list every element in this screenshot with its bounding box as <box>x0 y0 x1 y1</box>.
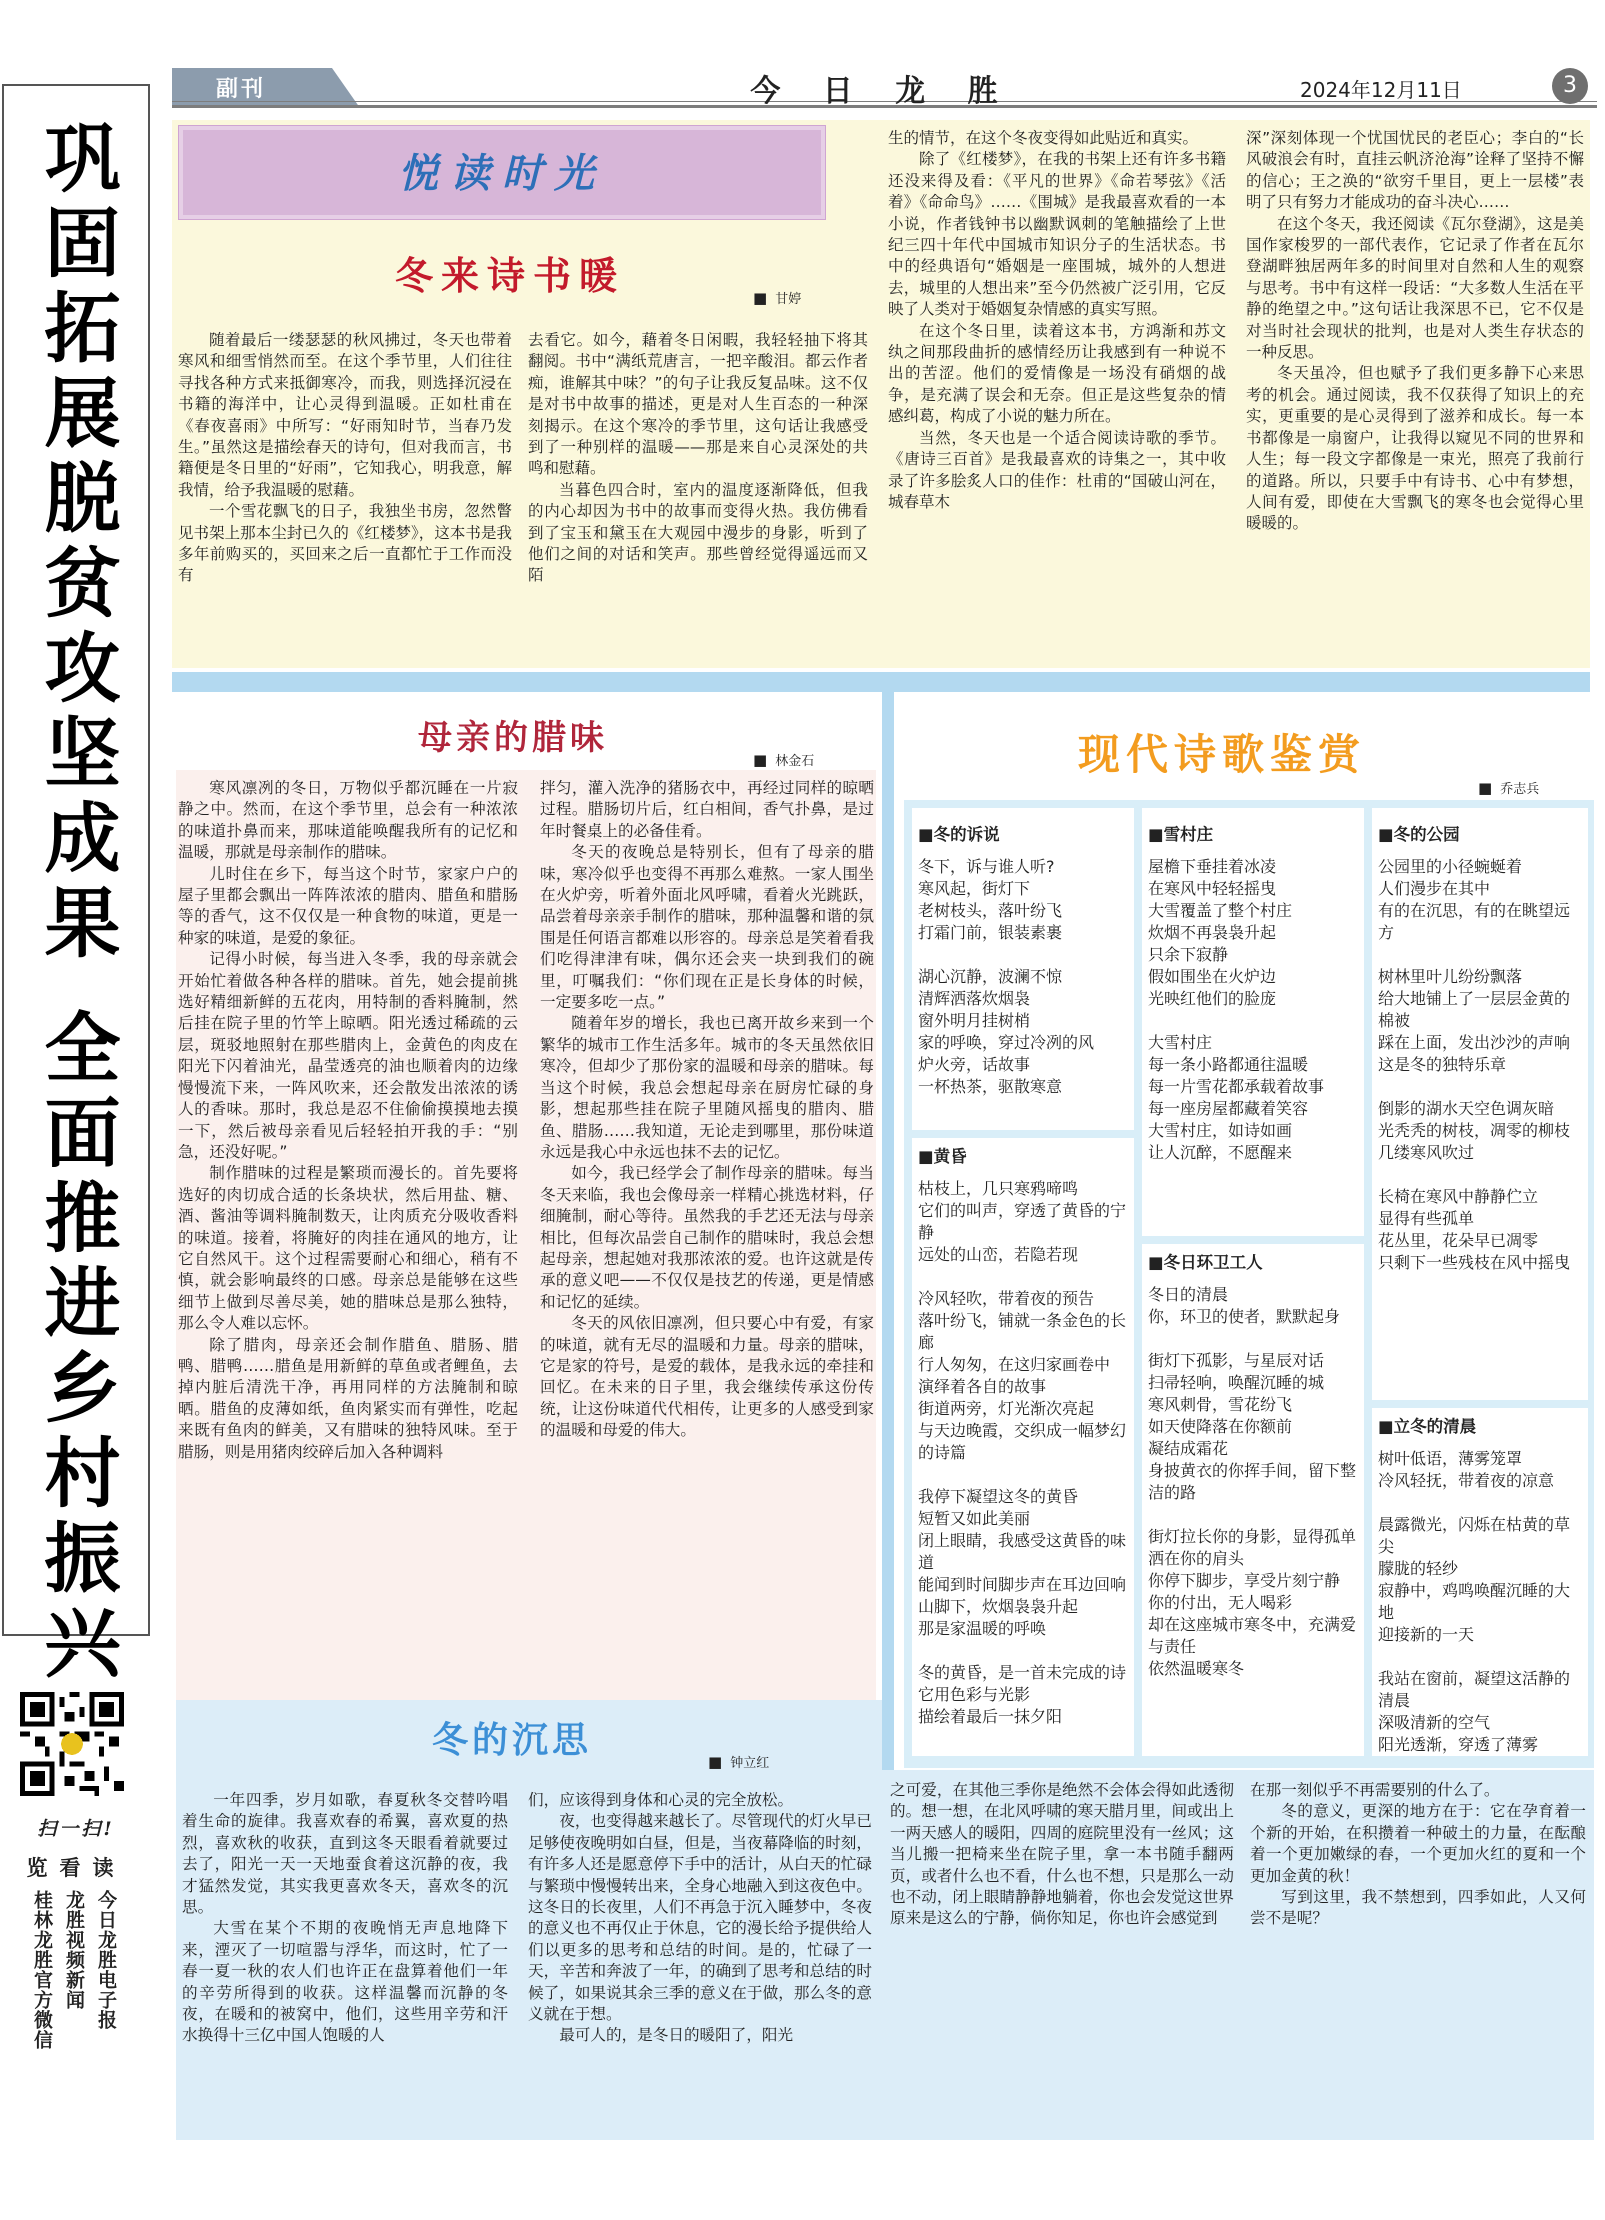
paragraph: 当暮色四合时，室内的温度逐渐降低，但我的内心却因为书中的故事而变得火热。我仿佛看到了宝玉和黛玉在大观园中漫步的身影，听到了他们之间的对话和笑声。那些曾经觉得遥远而又陌 <box>528 480 868 585</box>
byline-square-icon: ■ <box>708 1753 723 1771</box>
chensi-col-4 <box>1250 1780 1586 1930</box>
paragraph: 儿时住在乡下，每当这个时节，家家户户的屋子里都会飘出一阵阵浓浓的腊肉、腊鱼和腊肠等的香气，这不仅仅是一种食物的味道，更是一种家的味道，是爱的象征。 <box>178 864 518 947</box>
byline-square-icon: ■ <box>753 289 768 307</box>
paragraph: 拌匀，灌入洗净的猪肠衣中，再经过同样的晾晒过程。腊肠切片后，红白相间，香气扑鼻，是过年时餐桌上的必备佳肴。 <box>540 779 874 840</box>
poem-title: ■黄昏 <box>918 1147 967 1166</box>
poem-xue-cunzhuang <box>1148 824 1358 1164</box>
yuedu-col-1 <box>178 330 512 587</box>
paragraph: 在这个冬日里，读着这本书，方鸿渐和苏文纨之间那段曲折的感情经历让我感到有一种说不出的苦涩。他们的爱情像是一场没有硝烟的战争，是充满了误会和无奈。但正是这些复杂的情感纠葛，构成了小说的魅力所在。 <box>888 321 1226 426</box>
paragraph: 最可人的，是冬日的暖阳了，阳光 <box>559 2026 794 2045</box>
paragraph: 冬天虽冷，但也赋予了我们更多静下心来思考的机会。通过阅读，我不仅获得了知识上的充实，更重要的是心灵得到了滋养和成长。每一本书都像是一扇窗户，让我得以窥见不同的世界和人生；每一段文字都像是一束光，照亮了我前行的道路。所以，只要手中有诗书、心中有梦想，人间有爱，即使在大雪飘飞的寒冬也会觉得心里暖暖的。 <box>1246 364 1584 533</box>
paragraph: 冬天的风依旧凛冽，但只要心中有爱，有家的味道，就有无尽的温暖和力量。母亲的腊味，它是家的符号，是爱的载体，是我永远的牵挂和回忆。在未来的日子里，我会继续传承这份传统，让这份味道代代相传，让更多的人感受到家的温暖和母爱的伟大。 <box>540 1314 874 1440</box>
poem-lidong-qingchen <box>1378 1416 1584 1756</box>
paragraph: 之可爱，在其他三季你是绝然不会体会得如此透彻的。想一想，在北风呼啸的寒天腊月里，间或出上一两天感人的暖阳，四周的庭院里没有一丝风；这当儿搬一把椅来坐在院子里，拿一本书随手翻两页，或者什么也不看，什么也不想，只是那么一动也不动，闭上眼睛静静地躺着，你也会发觉这世界原来是这么的宁静，倘你知足，你也许会感觉到 <box>890 1781 1234 1928</box>
paragraph: 写到这里，我不禁想到，四季如此，人又何尝不是呢？ <box>1250 1888 1586 1928</box>
chensi-col-3 <box>890 1780 1234 1930</box>
scan-label: 扫一扫! <box>37 1818 115 1840</box>
paragraph: 冬天的夜晚总是特别长，但有了母亲的腊味，寒冷似乎也变得不再那么难熬。一家人围坐在火炉旁，听着外面北风呼啸，看着火光跳跃，品尝着母亲亲手制作的腊味，那种温馨和谐的氛围是任何语言都难以形容的。母亲总是笑着看我们吃得津津有味，偶尔还会夹一块到我们的碗里，叮嘱我们：“你们现在正是长身体的时候，一定要多吃一点。” <box>540 843 874 1012</box>
issue-date: 2024年12月11日 <box>1300 78 1462 102</box>
muqin-byline <box>753 750 814 769</box>
yuedu-author: 甘婷 <box>775 292 802 307</box>
section-label: 副刊 <box>216 77 267 102</box>
paragraph: 在这个冬天，我还阅读《瓦尔登湖》，这是美国作家梭罗的一部代表作，它记录了作者在瓦尔登湖畔独居两年多的时间里对自然和人生的观察与思考。书中有这样一段话：“大多数人生活在平静的绝望之中。”这句话让我深思不已，它不仅是对当时社会现状的批判，也是对人类生存状态的一种反思。 <box>1246 214 1584 362</box>
slogan-part-1: 巩固拓展脱贫攻坚成果 <box>32 118 121 968</box>
poem-separator <box>1142 1236 1364 1244</box>
yuedu-column-title: 悦读时光 <box>398 150 606 197</box>
muqin-author: 林金石 <box>775 754 815 769</box>
byline-square-icon: ■ <box>753 751 768 769</box>
paragraph: 一年四季，岁月如歌，春夏秋冬交替吟唱着生命的旋律。我喜欢春的希翼，喜欢夏的热烈，喜欢秋的收获，直到这冬天眼看着就要过去了，阳光一天一天地蚕食着这沉静的夜，我才猛然发觉，其实我更喜欢冬天，喜欢冬的沉思。 <box>182 1791 508 1917</box>
poem-body: 冬下，诉与谁人听? 寒风起，街灯下 老树枝头，落叶纷飞 打霜门前，银装素裹 湖心沉静，波澜不惊 清辉洒落炊烟袅 窗外明月挂树梢 家的呼唤，穿过冷冽的风 炉火旁，话故事 一杯热茶，驱散寒意 <box>918 857 1095 1096</box>
poem-body: 公园里的小径蜿蜒着 人们漫步在其中 有的在沉思，有的在眺望远方 树林里叶儿纷纷飘落 给大地铺上了一层层金黄的棉被 踩在上面，发出沙沙的声响 这是冬的独特乐章 倒影的湖水天空色调灰暗 光秃秃的树枝，凋零的柳枝 几缕寒风吹过 长椅在寒风中静静伫立 显得有些孤单 花丛里，花朵早已凋零 只剩下一些残枝在风中摇曳 <box>1378 857 1571 1272</box>
poem-dong-de-sushuo <box>918 824 1128 1098</box>
xiandai-byline <box>1478 778 1539 797</box>
xiandai-title: 现代诗歌鉴赏 <box>1078 730 1367 779</box>
poem-body: 屋檐下垂挂着冰凌 在寒风中轻轻摇曳 大雪覆盖了整个村庄 炊烟不再袅袅升起 只余下寂静 假如围坐在火炉边 光映红他们的脸庞 大雪村庄 每一条小路都通往温暖 每一片雪花都承载着故事 每一座房屋都藏着笑容 大雪村庄，如诗如画 让人沉醉，不愿醒来 <box>1148 857 1325 1162</box>
chensi-col-2 <box>528 1790 872 2047</box>
poem-body: 冬日的清晨 你，环卫的使者，默默起身 街灯下孤影，与星辰对话 扫帚轻响，唤醒沉睡的城 寒风刺骨，雪花纷飞 如天使降落在你额前 凝结成霜花 身披黄衣的你挥手间，留下整洁的路 街灯拉长你的身影，显得孤单 洒在你的肩头 你停下脚步，享受片刻宁静 你的付出，无人喝彩 却在这座城市寒冬中，充满爱与责任 依然温暖寒冬 <box>1148 1285 1357 1678</box>
header-bar <box>172 68 1597 108</box>
chensi-author: 钟立红 <box>730 1756 770 1771</box>
paragraph: 夜，也变得越来越长了。尽管现代的灯火早已足够使夜晚明如白昼，但是，当夜幕降临的时刻，有许多人还是愿意停下手中的活计，从白天的忙碌与繁琐中慢慢转出来，全身心地融入到这夜色中。这冬日的长夜里，人们不再急于沉入睡梦中，冬夜的意义也不再仅止于休息，它的漫长给予提供给人们以更多的思考和总结的时间。是的，忙碌了一天，辛苦和奔波了一年，的确到了思考和总结的时候了，如果说其余三季的意义在于做，那么冬的意义就在于想。 <box>528 1812 872 2024</box>
poem-dong-de-gongyuan <box>1378 824 1584 1274</box>
channel-e-paper: 今日龙胜电子报 <box>95 1890 117 2030</box>
qr-code[interactable] <box>20 1692 124 1796</box>
paragraph: 除了《红楼梦》，在我的书架上还有许多书籍还没来得及看：《平凡的世界》《命若琴弦》《活着》《命命鸟》……《围城》是我最喜欢看的一本小说，作者钱钟书以幽默讽刺的笔触描绘了上世纪三四十年代中国城市知识分子的生活状态。书中的经典语句“婚姻是一座围城，城外的人想进去，城里的人想出来”至今仍然被广泛引用，它反映了人类对于婚姻复杂情感的真实写照。 <box>888 150 1226 319</box>
chensi-title: 冬的沉思 <box>432 1719 593 1761</box>
channel-wechat: 桂林龙胜官方微信 <box>31 1890 53 2050</box>
paragraph: 随着年岁的增长，我也已离开故乡来到一个繁华的城市工作生活多年。城市的冬天虽然依旧寒冷，但却少了那份家的温暖和母亲的腊味。每当这个时候，我总会想起母亲在厨房忙碌的身影，想起那些挂在院子里随风摇曳的腊肉、腊鱼、腊肠……我知道，无论走到哪里，那份味道永远是我心中永远也抹不去的记忆。 <box>540 1014 874 1161</box>
read-label: 览看读 <box>26 1855 126 1880</box>
poem-title: ■雪村庄 <box>1148 825 1214 844</box>
slogan-vertical <box>26 118 126 1688</box>
poem-huanghun <box>918 1146 1128 1728</box>
muqin-title: 母亲的腊味 <box>418 718 608 758</box>
paragraph: 记得小时候，每当进入冬季，我的母亲就会开始忙着做各种各样的腊味。首先，她会提前挑选好精细新鲜的五花肉，用特制的香料腌制，然后挂在院子里的竹竿上晾晒。阳光透过稀疏的云层，斑驳地照射在那些腊肉上，金黄色的肉皮在阳光下闪着油光，晶莹透亮的油也顺着肉的边缘慢慢流下来，一阵风吹来，还会散发出浓浓的诱人的香味。那时，我总是忍不住偷偷摸摸地去摸一下，然后被母亲看见后轻轻拍开我的手：“别急，还没好呢。” <box>178 950 518 1161</box>
poem-title: ■冬的诉说 <box>918 825 1000 844</box>
paragraph: 当然，冬天也是一个适合阅读诗歌的季节。《唐诗三百首》是我最喜欢的诗集之一，其中收录了许多脍炙人口的佳作：杜甫的“国破山河在，城春草木 <box>888 428 1226 511</box>
chensi-col-1 <box>182 1790 508 2047</box>
poem-title: ■立冬的清晨 <box>1378 1417 1477 1436</box>
muqin-col-2 <box>540 778 874 1442</box>
paragraph: 去看它。如今，藉着冬日闲暇，我轻轻抽下将其翻阅。书中“满纸荒唐言，一把辛酸泪。都云作者痴，谁解其中味？”的句子让我反复品味。这不仅是对书中故事的描述，更是对人生百态的一种深刻揭示。在这个寒冷的季节里，这句话让我感受到了一种别样的温暖——那是来自心灵深处的共鸣和慰藉。 <box>528 331 868 478</box>
paragraph: 随着最后一缕瑟瑟的秋风拂过，冬天也带着寒风和细雪悄然而至。在这个季节里，人们往往寻找各种方式来抵御寒冷，而我，则选择沉浸在书籍的海洋中，让心灵得到温暖。正如杜甫在《春夜喜雨》中所写：“好雨知时节，当春乃发生。”虽然这是描绘春天的诗句，但对我而言，书籍便是冬日里的“好雨”，它知我心，明我意，解我情，给予我温暖的慰藉。 <box>178 331 512 499</box>
yuedu-byline <box>753 288 801 307</box>
poem-body: 树叶低语，薄雾笼罩 冷风轻抚，带着夜的凉意 晨露微光，闪烁在枯黄的草尖 朦胧的轻纱 寂静中，鸡鸣唤醒沉睡的大地 迎接新的一天 我站在窗前，凝望这活静的清晨 深吸清新的空气 阳光透渐，穿透了薄雾 <box>1378 1449 1571 1754</box>
yuedu-col-4 <box>1246 128 1584 535</box>
channels <box>26 1890 122 2105</box>
paragraph: 一个雪花飘飞的日子，我独坐书房，忽然瞥见书架上那本尘封已久的《红楼梦》，这本书是我多年前购买的，买回来之后一直都忙于工作而没有 <box>178 502 512 585</box>
poem-title: ■冬日环卫工人 <box>1148 1253 1263 1272</box>
byline-square-icon: ■ <box>1478 779 1493 797</box>
vertical-divider <box>882 692 894 1770</box>
paragraph: 深”深刻体现一个忧国忧民的老臣心；李白的“长风破浪会有时，直挂云帆济沧海”诠释了坚持不懈的信心；王之涣的“欲穷千里目，更上一层楼”表明了只有努力才能成功的奋斗决心…… <box>1246 129 1584 212</box>
muqin-col-1 <box>178 778 518 1463</box>
section-divider <box>172 672 1590 692</box>
yuedu-col-2 <box>528 330 868 587</box>
poem-body: 枯枝上，几只寒鸦啼鸣 它们的叫声，穿透了黄昏的宁静 远处的山峦，若隐若现 冷风轻吹，带着夜的预告 落叶纷飞，铺就一条金色的长廊 行人匆匆，在这归家画卷中 演绎着各自的故事 街道两旁，灯光渐次亮起 与天边晚霞，交织成一幅梦幻的诗篇 我停下凝望这冬的黄昏 短暂又如此美丽 闭上眼睛，我感受这黄昏的味道 能闻到时间脚步声在耳边回响 山脚下，炊烟袅袅升起 那是家温暖的呼唤 冬的黄昏，是一首未完成的诗 它用色彩与光影 描绘着最后一抹夕阳 <box>918 1179 1127 1726</box>
paragraph: 制作腊味的过程是繁琐而漫长的。首先要将选好的肉切成合适的长条块状，然后用盐、糖、酒、酱油等调料腌制数天，让肉质充分吸收香料的味道。接着，将腌好的肉挂在通风的地方，让它自然风干。这个过程需要耐心和细心，稍有不慎，就会影响最终的口感。母亲总是能够在这些细节上做到尽善尽美，她的腊味总是那么独特，那么令人难以忘怀。 <box>178 1164 518 1333</box>
paragraph: 生的情节，在这个冬夜变得如此贴近和真实。 <box>888 129 1199 147</box>
xiandai-author: 乔志兵 <box>1500 782 1540 797</box>
paper-name: 今 日 龙 胜 <box>750 74 1014 109</box>
chensi-byline <box>708 1752 769 1771</box>
poem-separator <box>912 1130 1134 1138</box>
paragraph: 们，应该得到身体和心灵的完全放松。 <box>528 1791 794 1809</box>
paragraph: 冬的意义，更深的地方在于：它在孕育着一个新的开始，在积攒着一种破土的力量，在酝酿着一个更加嫩绿的春，一个更加火红的夏和一个更加金黄的秋！ <box>1250 1802 1586 1885</box>
paragraph: 除了腊肉，母亲还会制作腊鱼、腊肠、腊鸭、腊鸭……腊鱼是用新鲜的草鱼或者鲤鱼，去掉内脏后清洗干净，再用同样的方法腌制和晾晒。腊鱼的皮薄如纸，鱼肉紧实而有弹性，吃起来既有鱼肉的鲜美，又有腊味的独特风味。至于腊肠，则是用猪肉绞碎后加入各种调料 <box>178 1335 518 1461</box>
paragraph: 大雪在某个不期的夜晚悄无声息地降下来，湮灭了一切喧嚣与浮华，而这时，忙了一春一夏一秋的农人们也许正在盘算着他们一年的辛劳所得到的收获。这样温馨而沉静的冬夜，在暖和的被窝中，他们，这些用辛劳和汗水换得十三亿中国人饱暖的人 <box>182 1919 508 2045</box>
paragraph: 寒风凛冽的冬日，万物似乎都沉睡在一片寂静之中。然而，在这个季节里，总会有一种浓浓的味道扑鼻而来，那味道能唤醒我所有的记忆和温暖，那就是母亲制作的腊味。 <box>178 779 518 862</box>
paragraph: 如今，我已经学会了制作母亲的腊味。每当冬天来临，我也会像母亲一样精心挑选材料，仔细腌制，耐心等待。虽然我的手艺还无法与母亲相比，但每次品尝自己制作的腊味时，我总会想起母亲，想起她对我那浓浓的爱。也许这就是传承的意义吧——不仅仅是技艺的传递，更是情感和记忆的延续。 <box>540 1164 874 1311</box>
slogan-part-2: 全面推进乡村振兴 <box>32 1008 121 1688</box>
poem-separator <box>1372 1400 1588 1408</box>
yuedu-col-3 <box>888 128 1226 513</box>
poem-huanwei-gongren <box>1148 1252 1358 1680</box>
paragraph: 在那一刻似乎不再需要别的什么了。 <box>1250 1781 1500 1799</box>
channel-video-news: 龙胜视频新闻 <box>63 1890 85 2010</box>
yuedu-title: 冬来诗书暖 <box>395 253 626 298</box>
poem-title: ■冬的公园 <box>1378 825 1460 844</box>
page-number: 3 <box>1552 68 1588 104</box>
